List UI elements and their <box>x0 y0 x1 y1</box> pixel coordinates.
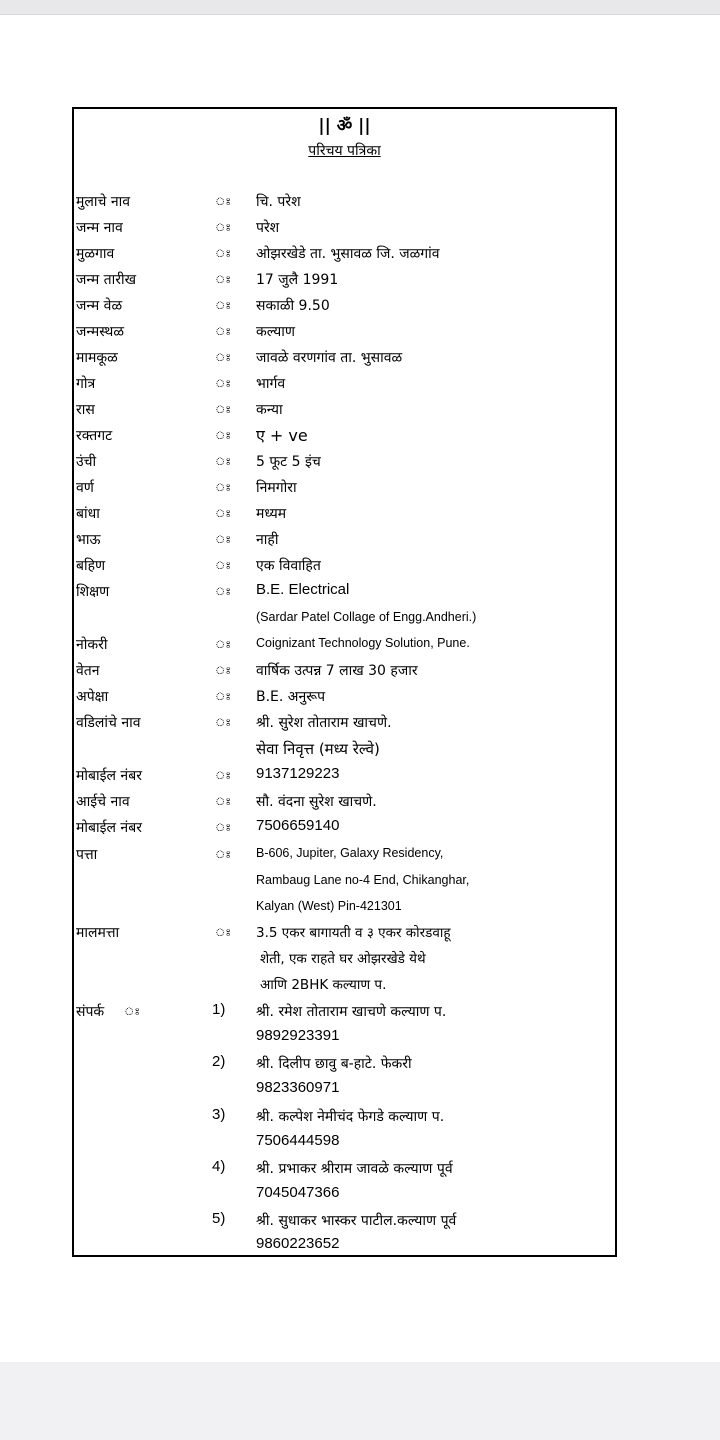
detail-label: जन्मस्थळ <box>76 324 124 340</box>
detail-row <box>74 320 615 344</box>
contacts-label: संपर्क <box>76 1004 105 1020</box>
contact-phone-row <box>74 1026 615 1050</box>
detail-value: सौ. वंदना सुरेश खाचणे. <box>256 794 377 810</box>
detail-label: मालमत्ता <box>76 925 120 941</box>
contact-phone-row <box>74 1078 615 1102</box>
colon: ঃ <box>215 585 232 598</box>
colon: ঃ <box>215 299 232 312</box>
detail-label: बांधा <box>76 506 100 522</box>
detail-value: परेश <box>256 220 280 236</box>
detail-row <box>74 685 615 709</box>
contact-number: 1) <box>212 1001 226 1018</box>
detail-row <box>74 528 615 552</box>
detail-row <box>74 476 615 500</box>
contact-number: 2) <box>212 1053 226 1070</box>
contact-name: श्री. दिलीप छावु ब-हाटे. फेकरी <box>256 1056 412 1072</box>
detail-label: मुळगाव <box>76 246 115 262</box>
detail-value: 3.5 एकर बागायती व ३ एकर कोरडवाहू <box>256 925 451 941</box>
detail-row <box>74 659 615 683</box>
colon: ঃ <box>215 848 232 861</box>
contact-number: 3) <box>212 1106 226 1123</box>
detail-row <box>74 921 615 945</box>
contact-name: श्री. प्रभाकर श्रीराम जावळे कल्याण पूर्व <box>256 1161 453 1177</box>
contact-phone-row <box>74 1131 615 1155</box>
detail-row <box>74 398 615 422</box>
detail-label: मामकूळ <box>76 350 118 366</box>
detail-row <box>74 294 615 318</box>
detail-label: बहिण <box>76 558 106 574</box>
detail-row-continued <box>74 737 615 761</box>
detail-row-continued <box>74 973 615 997</box>
detail-value: निमगोरा <box>256 480 297 496</box>
detail-row <box>74 242 615 266</box>
detail-value: जावळे वरणगांव ता. भुसावळ <box>256 350 403 366</box>
colon: ঃ <box>215 195 232 208</box>
detail-value: Coignizant Technology Solution, Pune. <box>256 636 470 650</box>
detail-value: कल्याण <box>256 324 296 340</box>
detail-row-continued <box>74 870 615 894</box>
detail-label: जन्म नाव <box>76 220 123 236</box>
detail-row <box>74 372 615 396</box>
detail-value: कन्या <box>256 402 283 418</box>
detail-label: वर्ण <box>76 480 94 496</box>
colon: ঃ <box>215 351 232 364</box>
colon: ঃ <box>124 1005 141 1018</box>
colon: ঃ <box>215 821 232 834</box>
detail-value: ए + ve <box>256 426 308 445</box>
detail-value: ओझरखेडे ता. भुसावळ जि. जळगांव <box>256 246 440 262</box>
detail-value-extra: Rambaug Lane no-4 End, Chikanghar, <box>256 873 470 887</box>
detail-row <box>74 816 615 840</box>
detail-value: B.E. Electrical <box>256 581 350 598</box>
detail-row <box>74 268 615 292</box>
colon: ঃ <box>215 247 232 260</box>
contact-name: श्री. रमेश तोताराम खाचणे कल्याण प. <box>256 1004 447 1020</box>
detail-label: भाऊ <box>76 532 101 548</box>
contact-phone: 7045047366 <box>256 1184 340 1201</box>
contact-name: श्री. कल्पेश नेमीचंद फेगडे कल्याण प. <box>256 1109 445 1125</box>
contact-number: 4) <box>212 1158 226 1175</box>
detail-label: मुलाचे नाव <box>76 194 131 210</box>
page-title: परिचय पत्रिका <box>308 143 381 159</box>
detail-label: रक्तगट <box>76 428 113 444</box>
colon: ঃ <box>215 455 232 468</box>
detail-row <box>74 790 615 814</box>
colon: ঃ <box>215 429 232 442</box>
detail-label: मोबाईल नंबर <box>76 768 142 784</box>
detail-value-extra: (Sardar Patel Collage of Engg.Andheri.) <box>256 610 477 624</box>
detail-label: वडिलांचे नाव <box>76 715 141 731</box>
top-bar <box>0 0 720 15</box>
detail-label: जन्म तारीख <box>76 272 137 288</box>
contact-number: 5) <box>212 1210 226 1227</box>
detail-row-continued <box>74 607 615 631</box>
detail-label: जन्म वेळ <box>76 298 123 314</box>
viewer-bottom-area <box>0 1362 720 1440</box>
biodata-frame <box>72 107 617 1257</box>
colon: ঃ <box>215 481 232 494</box>
detail-row <box>74 764 615 788</box>
detail-value: B-606, Jupiter, Galaxy Residency, <box>256 846 444 860</box>
contact-phone: 9892923391 <box>256 1027 340 1044</box>
detail-row <box>74 843 615 867</box>
detail-value: भार्गव <box>256 376 286 392</box>
contact-row <box>74 1000 615 1024</box>
colon: ঃ <box>215 664 232 677</box>
detail-label: नोकरी <box>76 637 108 653</box>
detail-value-extra: आणि 2BHK कल्याण प. <box>260 977 387 993</box>
detail-value: वार्षिक उत्पन्न 7 लाख 30 हजार <box>256 663 418 679</box>
om-heading: || ॐ || <box>318 116 371 136</box>
contact-phone: 7506444598 <box>256 1132 340 1149</box>
detail-value: B.E. अनुरूप <box>256 689 326 705</box>
colon: ঃ <box>215 507 232 520</box>
detail-label: अपेक्षा <box>76 689 109 705</box>
detail-value-extra: Kalyan (West) Pin-421301 <box>256 899 402 913</box>
detail-value: श्री. सुरेश तोताराम खाचणे. <box>256 715 392 731</box>
detail-value: मध्यम <box>256 506 287 522</box>
detail-value: 9137129223 <box>256 765 340 782</box>
colon: ঃ <box>215 403 232 416</box>
detail-label: गोत्र <box>76 376 96 392</box>
colon: ঃ <box>215 769 232 782</box>
detail-value-extra: शेती, एक राहते घर ओझरखेडे येथे <box>260 951 426 967</box>
detail-label: शिक्षण <box>76 584 110 600</box>
colon: ঃ <box>215 221 232 234</box>
detail-row <box>74 633 615 657</box>
contact-row <box>74 1157 615 1181</box>
detail-label: मोबाईल नंबर <box>76 820 142 836</box>
detail-value: नाही <box>256 532 279 548</box>
contact-phone-row <box>74 1234 615 1258</box>
detail-row-continued <box>74 947 615 971</box>
colon: ঃ <box>215 325 232 338</box>
detail-value-extra: सेवा निवृत्त (मध्य रेल्वे) <box>256 740 380 758</box>
colon: ঃ <box>215 638 232 651</box>
detail-row <box>74 580 615 604</box>
contact-row <box>74 1105 615 1129</box>
colon: ঃ <box>215 795 232 808</box>
detail-row <box>74 190 615 214</box>
detail-value: 17 जुलै 1991 <box>256 272 339 288</box>
contact-phone: 9823360971 <box>256 1079 340 1096</box>
detail-row <box>74 502 615 526</box>
contact-phone: 9860223652 <box>256 1235 340 1252</box>
contact-phone-row <box>74 1183 615 1207</box>
detail-label: आईचे नाव <box>76 794 130 810</box>
detail-row <box>74 711 615 735</box>
colon: ঃ <box>215 559 232 572</box>
detail-value: 5 फूट 5 इंच <box>256 454 321 470</box>
detail-row-continued <box>74 896 615 920</box>
colon: ঃ <box>215 926 232 939</box>
detail-row <box>74 216 615 240</box>
contact-row <box>74 1209 615 1233</box>
detail-value: सकाळी 9.50 <box>256 298 330 314</box>
contact-row <box>74 1052 615 1076</box>
colon: ঃ <box>215 690 232 703</box>
detail-row <box>74 346 615 370</box>
detail-label: वेतन <box>76 663 100 679</box>
detail-row <box>74 554 615 578</box>
detail-label: पत्ता <box>76 847 98 863</box>
colon: ঃ <box>215 716 232 729</box>
contact-name: श्री. सुधाकर भास्कर पाटील.कल्याण पूर्व <box>256 1213 457 1229</box>
colon: ঃ <box>215 533 232 546</box>
detail-row <box>74 450 615 474</box>
detail-row <box>74 424 615 448</box>
colon: ঃ <box>215 377 232 390</box>
detail-value: 7506659140 <box>256 817 340 834</box>
detail-value: एक विवाहित <box>256 558 321 574</box>
colon: ঃ <box>215 273 232 286</box>
detail-label: उंची <box>76 454 97 470</box>
detail-label: रास <box>76 402 95 418</box>
detail-value: चि. परेश <box>256 194 301 210</box>
